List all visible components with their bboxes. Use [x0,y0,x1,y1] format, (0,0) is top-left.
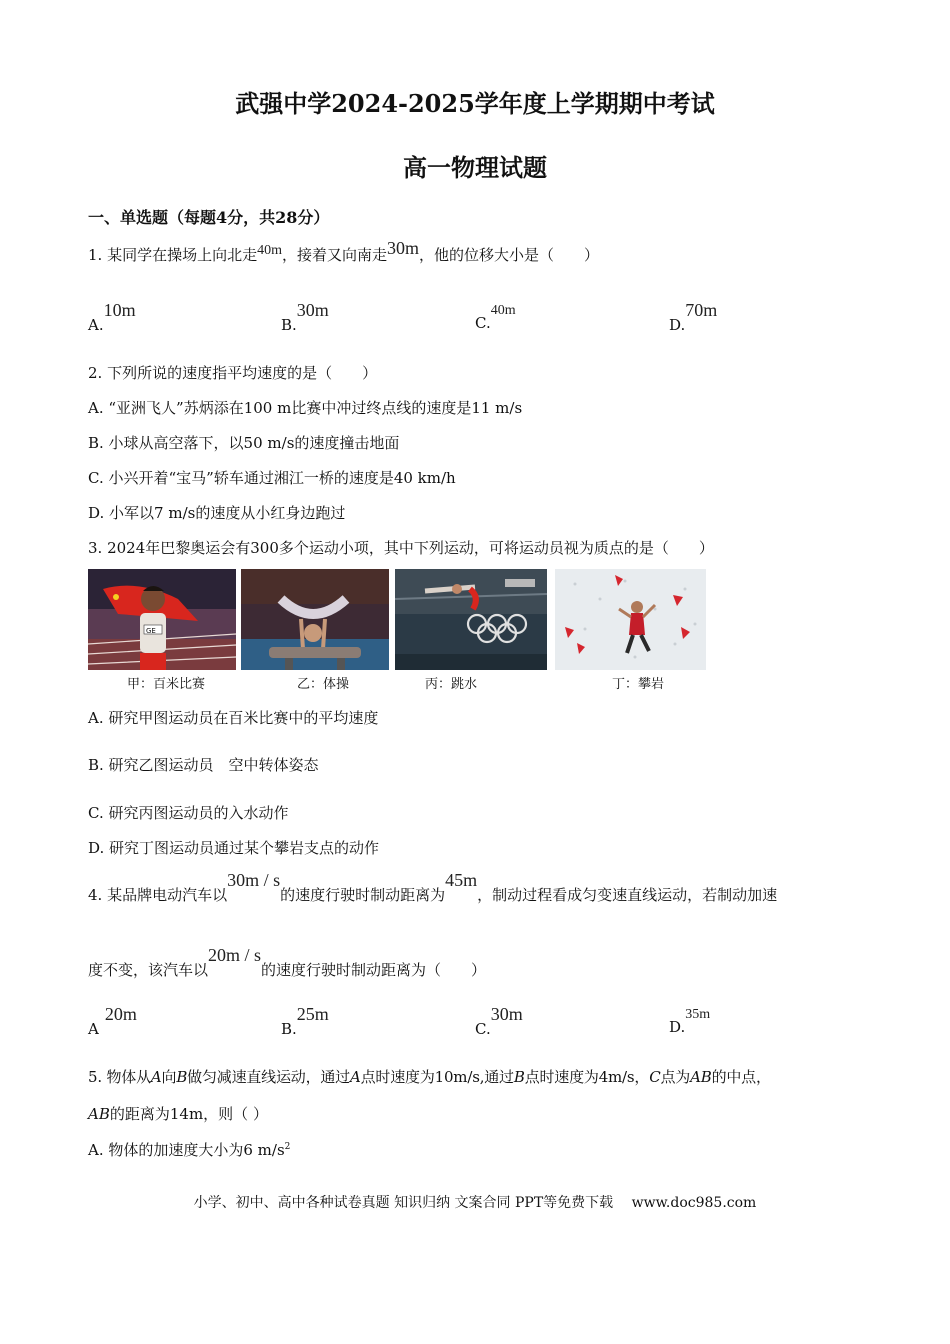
question-1-stem: 1. 某同学在操场上向北走40m，接着又向南走30m，他的位移大小是（ ） [88,238,600,264]
question-5-stem-line2: AB的距离为14m，则（ ） [88,1105,268,1123]
question-4-stem-line1: 4. 某品牌电动汽车以30m / s的速度行驶时制动距离为45m，制动过程看成匀变速直线运动，若制动加速 [88,870,778,904]
photo-climbing [555,569,706,670]
section-heading: 一、单选题（每题4分，共28分） [88,208,330,227]
svg-text:GE: GE [146,627,156,635]
exam-title: 武强中学2024-2025学年度上学期期中考试 [235,89,715,118]
caption-diving: 丙：跳水 [425,677,478,692]
q3-option-a: A. 研究甲图运动员在百米比赛中的平均速度 [88,709,379,727]
caption-climbing: 丁：攀岩 [612,677,665,692]
q2-option-d: D. 小军以7 m/s的速度从小红身边跑过 [88,504,346,522]
q1-option-a: A.10m [88,300,136,334]
q2-option-a: A. “亚洲飞人”苏炳添在100 m比赛中冲过终点线的速度是11 m/s [88,399,523,417]
q1-option-d: D.70m [669,300,718,334]
q4-option-b: B.25m [281,1004,329,1038]
question-5-stem-line1: 5. 物体从A向B做匀减速直线运动，通过A点时速度为10m/s,通过B点时速度为4m/s，C点为AB的中点， [88,1068,771,1086]
photo-diving [395,569,547,670]
question-3-stem: 3. 2024年巴黎奥运会有300多个运动小项，其中下列运动，可将运动员视为质点的是（ ） [88,539,714,557]
q1-option-c: C.40m [475,303,516,332]
caption-gymnastics: 乙：体操 [297,677,350,692]
q2-option-b: B. 小球从高空落下，以50 m/s的速度撞击地面 [88,434,400,452]
q1-option-b: B.30m [281,300,329,334]
page-footer: 小学、初中、高中各种试卷真题 知识归纳 文案合同 PPT等免费下载 www.doc985.com [193,1195,757,1211]
question-2-stem: 2. 下列所说的速度指平均速度的是（ ） [88,364,378,382]
photo-gymnastics [241,569,389,670]
q3-option-d: D. 研究丁图运动员通过某个攀岩支点的动作 [88,839,380,857]
q4-option-a: A20m [88,1004,137,1038]
q4-option-c: C.30m [475,1004,523,1038]
question-4-stem-line2: 度不变，该汽车以20m / s的速度行驶时制动距离为（ ） [88,945,487,979]
q5-option-a: A. 物体的加速度大小为6 $m/s^2$ [88,1141,291,1159]
q2-option-c: C. 小兴开着“宝马”轿车通过湘江一桥的速度是40 km/h [88,469,456,487]
caption-sprint: 甲：百米比赛 [127,677,206,692]
q3-option-b: B. 研究乙图运动员 空中转体姿态 [88,756,319,774]
photo-sprint [88,569,236,670]
q4-option-d: D.35m [669,1007,711,1036]
q3-option-c: C. 研究丙图运动员的入水动作 [88,804,289,822]
exam-subtitle: 高一物理试题 [403,153,547,182]
